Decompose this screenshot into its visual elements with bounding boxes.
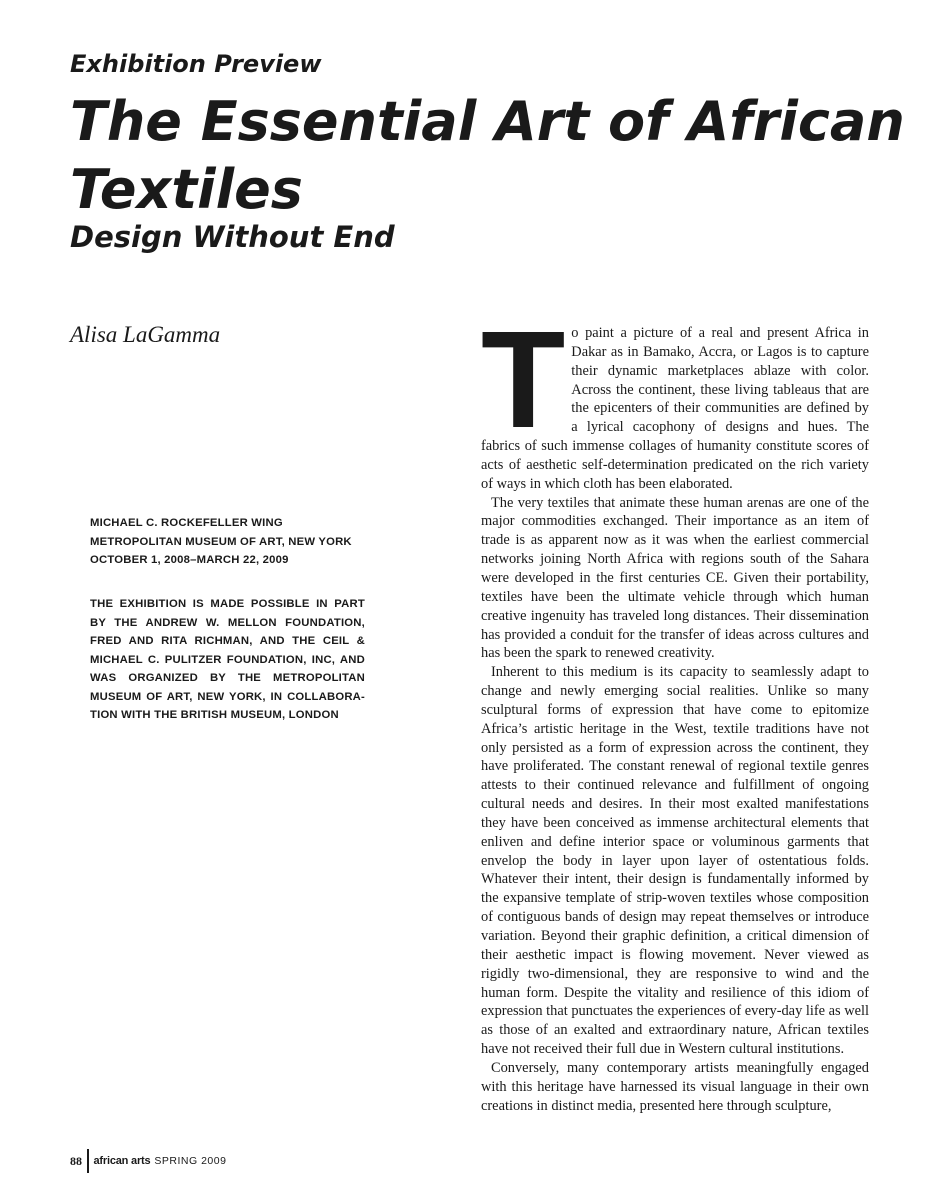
body-paragraph: Conversely, many contemporary artists meaningfully engaged with this heritage have harnessed its visual language in their own creations in distinct media, presented here through sculpture, xyxy=(481,1059,869,1114)
sponsor-text: THE EXHIBITION IS MADE POSSIBLE IN PART BY THE ANDREW W. MELLON FOUNDATION, FRED AND RITA RICHMAN, AND THE CEIL & MICHAEL C. PULITZER FOUNDATION, INC, AND WAS ORGANIZED BY THE METROPOLITAN MUSEUM OF ART, NEW YORK, IN COLLABORA-TION WITH THE BRITISH MUSEUM, LONDON xyxy=(90,598,365,721)
footer-divider xyxy=(87,1149,89,1173)
drop-cap: T xyxy=(481,303,566,457)
article-subtitle: Design Without End xyxy=(70,220,395,254)
page-number: 88 xyxy=(70,1153,82,1168)
venue-text: MICHAEL C. ROCKEFELLER WING METROPOLITAN MUSEUM OF ART, NEW YORK OCTOBER 1, 2008–MARCH 22, 2009 xyxy=(90,517,352,566)
article-title: The Essential Art of African Textiles xyxy=(70,90,905,221)
issue-date: SPRING 2009 xyxy=(154,1155,227,1167)
section-kicker: Exhibition Preview xyxy=(70,50,322,78)
body-paragraph xyxy=(481,303,869,494)
author-name: Alisa LaGamma xyxy=(70,322,221,347)
body-paragraph: The very textiles that animate these human arenas are one of the major commodities exchanged. Their importance as an item of trade is as apparent now as it was when the earliest commercial networks joining North Africa with regions south of the Sahara were developed in the first centuries CE. Given their portability, textiles have been the ultimate vehicle through which human creative ingenuity has traveled long distances. Their dissemination has provided a conduit for the transfer of ideas across cultures and has been the spark to renewed creativity. xyxy=(481,494,869,662)
page-footer xyxy=(70,1149,226,1173)
magazine-name: african arts xyxy=(93,1155,151,1167)
exhibition-venue xyxy=(90,514,365,570)
exhibition-sponsors xyxy=(90,595,365,725)
article-body xyxy=(481,303,869,1115)
body-paragraph: Inherent to this medium is its capacity to seamlessly adapt to change and newly emerging social realities. Unlike so many sculptural forms of expression that have come to epitomize Africa’s artistic heritage in the West, textile traditions have not only persisted as a form of expression across the continent, they have proliferated. The constant renewal of regional textile genres attests to their continued relevance and fulfillment of ongoing cultural needs and desires. In their most exalted manifestations they have been conceived as immense architectural elements that enliven and define interior space or voluminous garments that envelop the body in layer upon layer of ostentatious folds. Whatever their intent, their design is fundamentally informed by the expansive template of strip-woven textiles whose composition of contiguous bands of design may repeat themselves or introduce variation. Beyond their graphic definition, a critical dimension of their aesthetic impact is flowing movement. Never viewed as rigidly two-dimensional, they are responsive to wind and the human form. Despite the vitality and resilience of this idiom of expression that punctuates the experiences of every-day life as well as those of an exalted and extraordinary nature, African textiles have not received their full due in Western cultural institutions. xyxy=(481,664,869,1058)
paragraph-text: o paint a picture of a real and present Africa in Dakar as in Bamako, Accra, or Lagos is to capture their dynamic marketplaces ablaze with color. Across the continent, these living tableaus that are the epicenters of their communities are defined by a lyrical cacophony of designs and hues. The fabrics of such immense collages of humanity constitute scores of acts of aesthetic self-determination predicated on the rich variety of ways in which cloth has been elaborated. xyxy=(481,325,869,492)
